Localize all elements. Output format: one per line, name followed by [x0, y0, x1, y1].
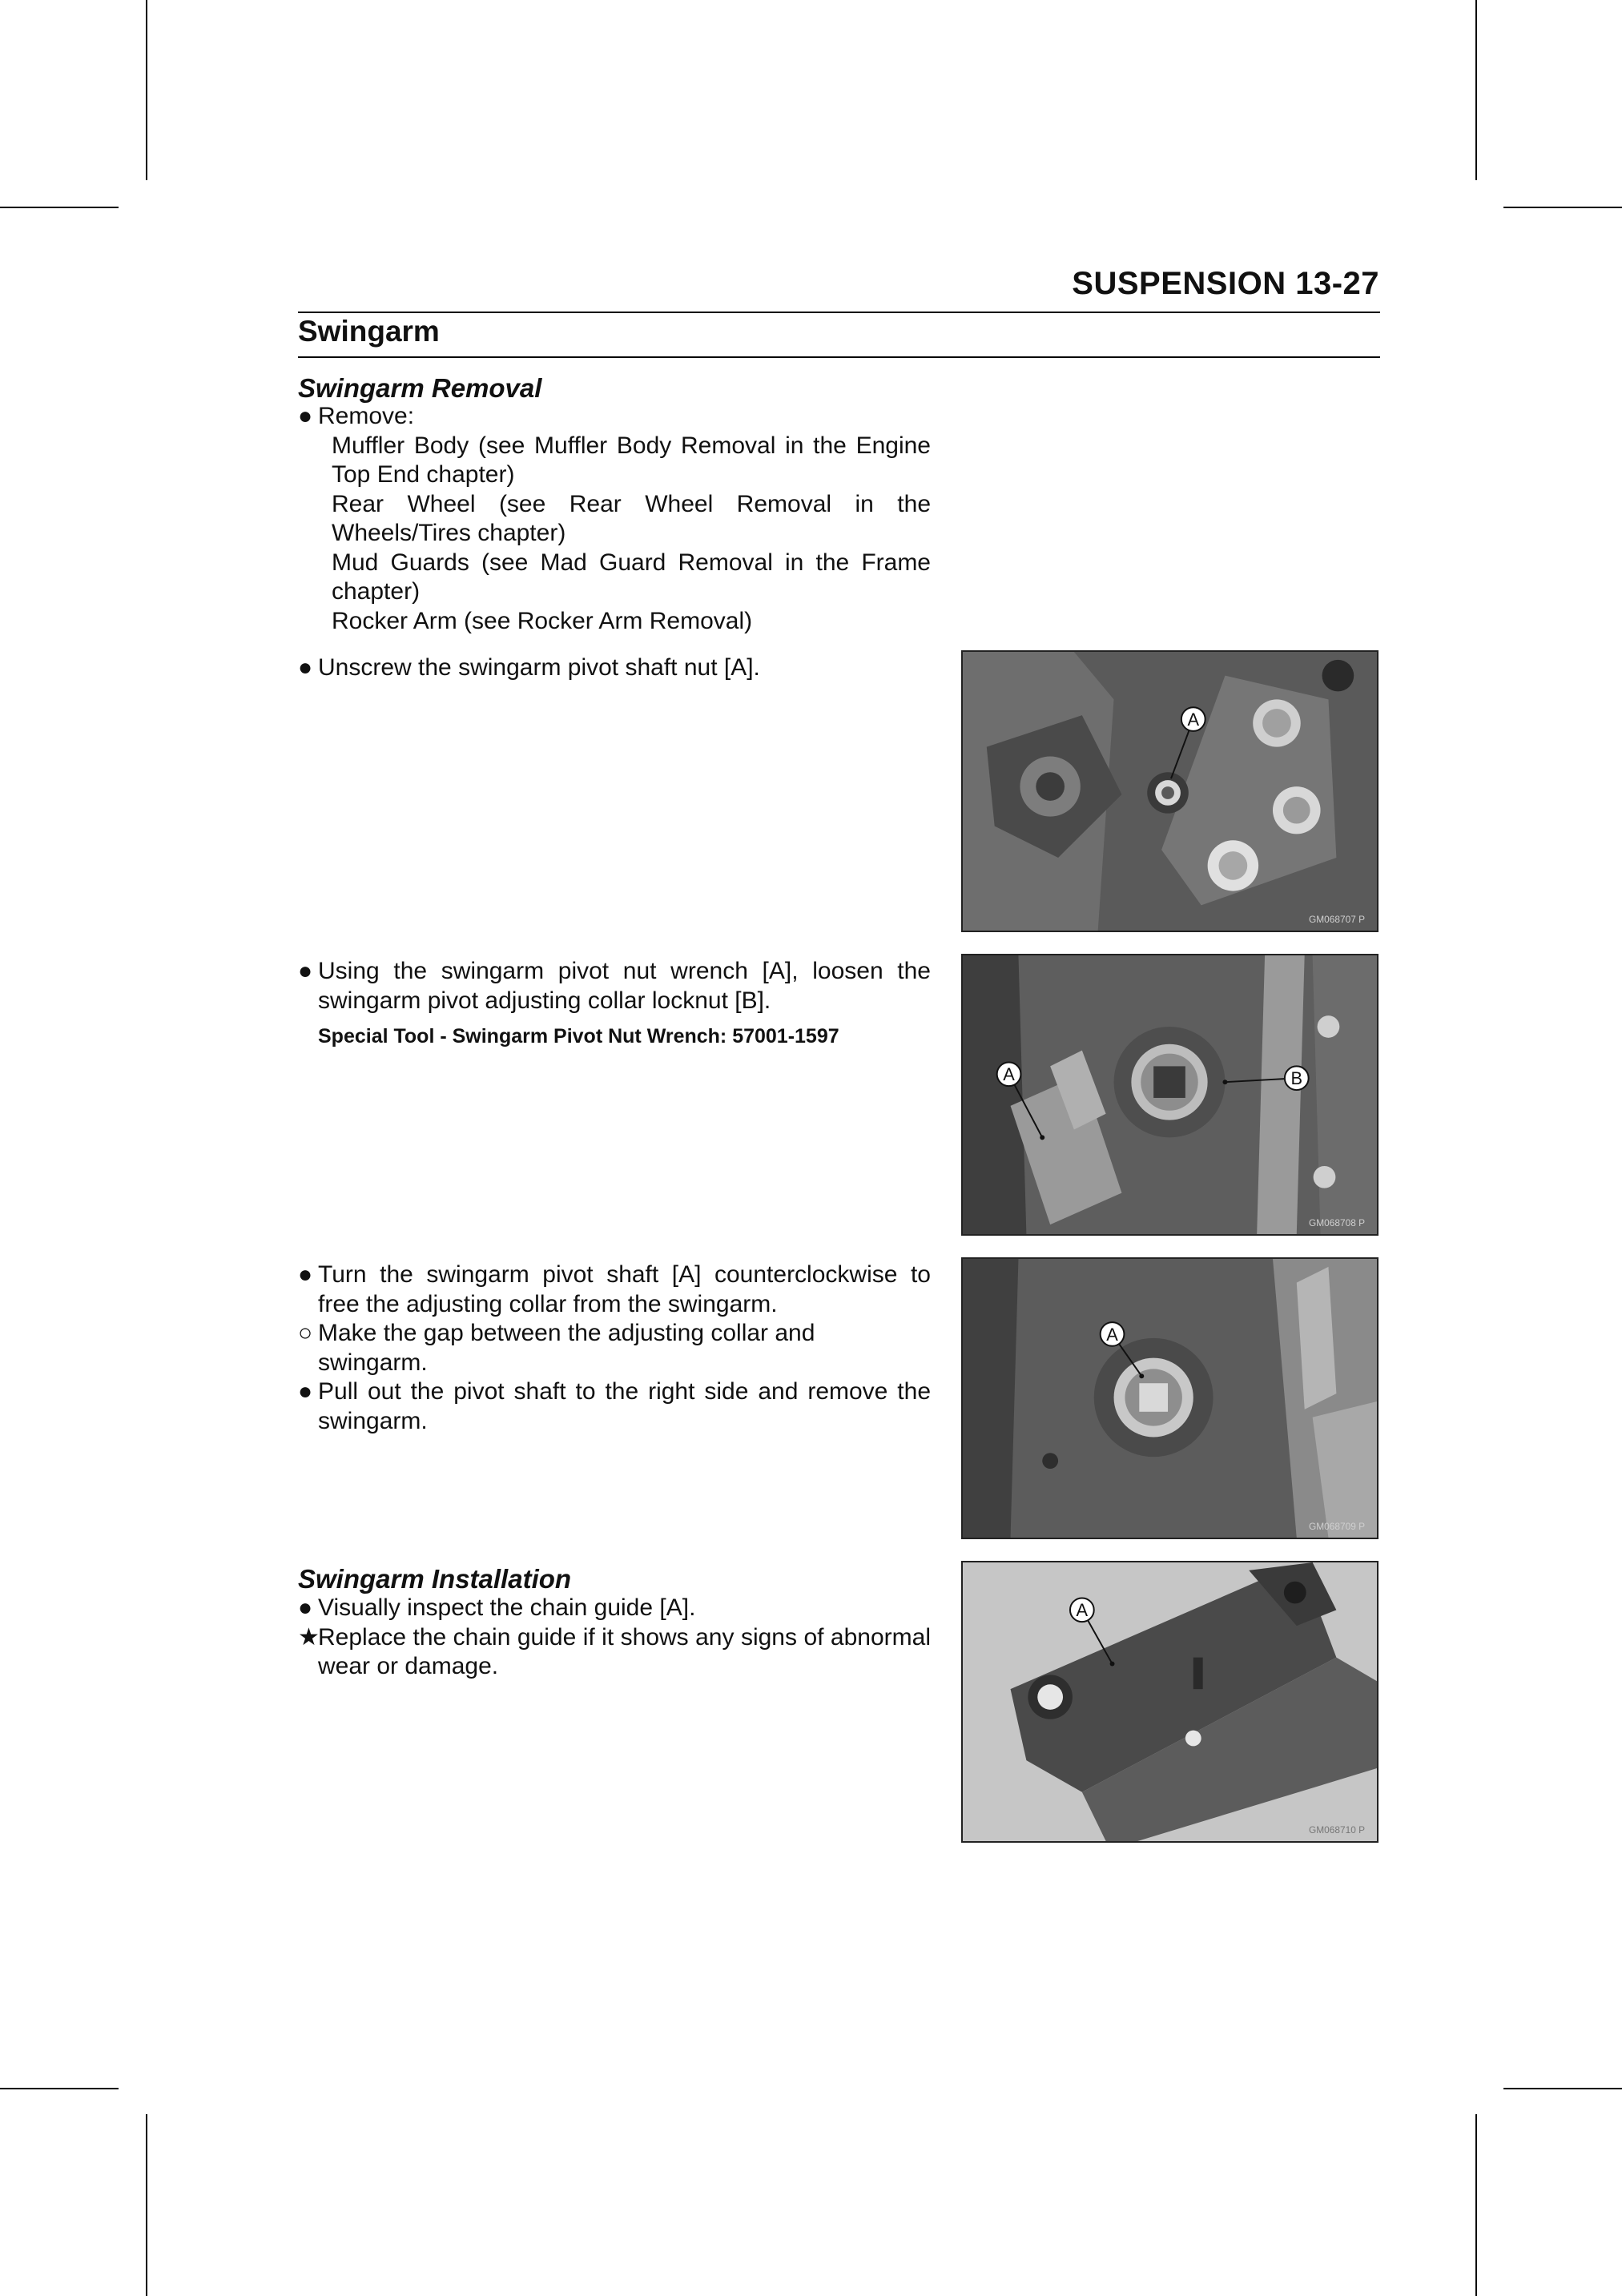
step-text: Pull out the pivot shaft to the right side and remove the swingarm. [318, 1378, 931, 1434]
page-header: SUSPENSION 13-27 [1072, 266, 1379, 301]
remove-item: Rocker Arm (see Rocker Arm Removal) [332, 607, 753, 634]
step-unscrew [298, 653, 931, 683]
step-text: Turn the swingarm pivot shaft [A] counterclockwise to free the adjusting collar from the swingarm. [318, 1261, 931, 1317]
remove-list [298, 402, 931, 636]
crop-mark [1475, 2114, 1477, 2296]
photo-pivot-nut-wrench [961, 954, 1378, 1236]
photo-chain-guide [961, 1561, 1378, 1843]
subsection-title: Swingarm Installation [298, 1564, 572, 1594]
remove-label: Remove: [318, 403, 415, 429]
remove-item: Muffler Body (see Muffler Body Removal in the Engine Top End chapter) [332, 432, 931, 488]
callout-label: A [1187, 709, 1200, 730]
bullet-marker: ● [298, 1261, 313, 1288]
step-text: Unscrew the swingarm pivot shaft nut [A]. [318, 654, 760, 681]
step-text: Visually inspect the chain guide [A]. [318, 1594, 696, 1621]
bullet-marker: ● [298, 1594, 313, 1621]
list-item [298, 402, 931, 432]
note-text: Replace the chain guide if it shows any signs of abnormal wear or damage. [318, 1623, 931, 1679]
image-code: GM068708 P [1309, 1217, 1366, 1229]
bullet-marker: ● [298, 403, 313, 429]
crop-mark [0, 207, 119, 208]
image-code: GM068707 P [1309, 914, 1366, 926]
crop-mark [146, 2114, 147, 2296]
crop-mark [1475, 0, 1477, 180]
crop-mark [0, 2088, 119, 2089]
bullet-marker: ● [298, 958, 313, 984]
bullet-marker: ● [298, 654, 313, 681]
callout-label: A [1003, 1064, 1015, 1085]
step-turn [298, 1261, 931, 1436]
install-steps [298, 1594, 931, 1682]
note-marker: ○ [298, 1320, 313, 1346]
header-rule [298, 312, 1380, 313]
step-text: Using the swingarm pivot nut wrench [A], loosen the swingarm pivot adjusting collar locknut [B]. [318, 958, 931, 1014]
crop-mark [1503, 207, 1622, 208]
crop-mark [1503, 2088, 1622, 2089]
image-code: GM068710 P [1309, 1824, 1366, 1836]
bullet-marker: ● [298, 1378, 313, 1405]
step-loosen [298, 957, 931, 1015]
note-text: Make the gap between the adjusting collar and swingarm. [318, 1320, 815, 1376]
section-rule [298, 356, 1380, 358]
callout-label: A [1076, 1600, 1089, 1621]
special-tool-line: Special Tool - Swingarm Pivot Nut Wrench: 57001-1597 [318, 1025, 839, 1047]
photo-pivot-shaft [961, 1257, 1378, 1539]
image-code: GM068709 P [1309, 1521, 1366, 1533]
star-marker: ★ [298, 1623, 320, 1651]
photo-pivot-shaft-nut [961, 650, 1378, 932]
remove-item: Rear Wheel (see Rear Wheel Removal in the Wheels/Tires chapter) [332, 490, 931, 546]
subsection-title: Swingarm Removal [298, 373, 542, 403]
section-title: Swingarm [298, 315, 440, 348]
callout-label: B [1290, 1068, 1303, 1089]
callout-label: A [1106, 1324, 1118, 1345]
crop-mark [146, 0, 147, 180]
remove-item: Mud Guards (see Mad Guard Removal in the Frame chapter) [332, 549, 931, 605]
